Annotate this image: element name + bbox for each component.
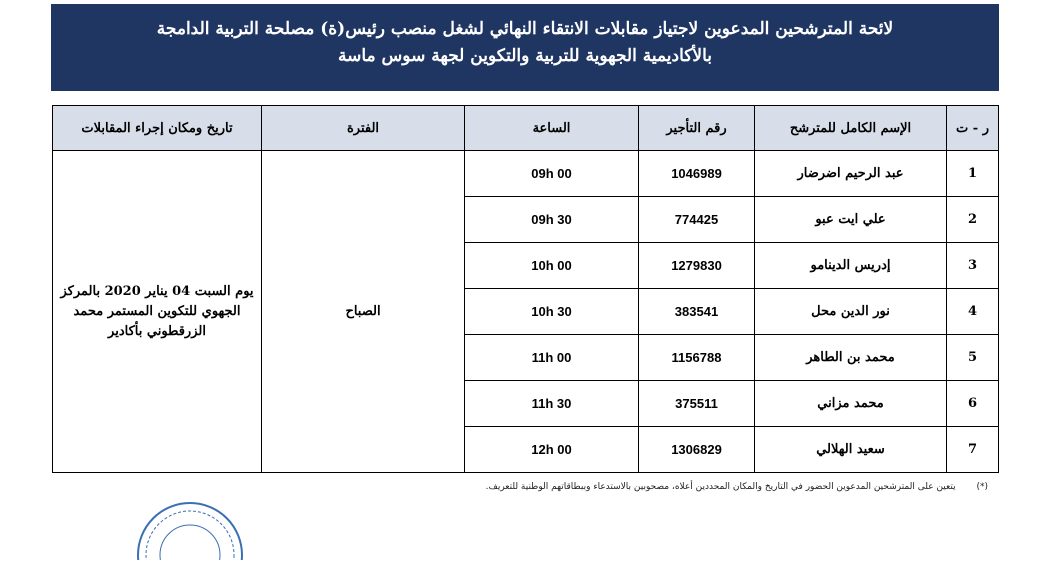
row-time: 09h 00: [465, 151, 639, 197]
header-num: ر - ت: [947, 106, 999, 151]
row-code: 383541: [639, 289, 755, 335]
row-code: 375511: [639, 381, 755, 427]
candidates-table: [52, 105, 999, 473]
table-header-row: [53, 106, 999, 151]
header-time: الساعة: [465, 106, 639, 151]
row-name: علي ايت عبو: [755, 197, 947, 243]
footnote: [88, 482, 988, 492]
header-code: رقم التأجير: [639, 106, 755, 151]
row-num: 2: [947, 197, 999, 243]
row-time: 10h 30: [465, 289, 639, 335]
title-banner: [51, 4, 999, 91]
row-time: 11h 30: [465, 381, 639, 427]
row-name: محمد بن الطاهر: [755, 335, 947, 381]
row-num: 5: [947, 335, 999, 381]
row-time: 12h 00: [465, 427, 639, 473]
row-code: 1156788: [639, 335, 755, 381]
row-name: سعيد الهلالي: [755, 427, 947, 473]
header-name: الإسم الكامل للمترشح: [755, 106, 947, 151]
header-period: الفترة: [262, 106, 465, 151]
header-date-place: تاريخ ومكان إجراء المقابلات: [53, 106, 262, 151]
period-cell: الصباح: [262, 151, 465, 473]
row-code: 1279830: [639, 243, 755, 289]
row-name: عبد الرحيم اضرضار: [755, 151, 947, 197]
footnote-mark: (*): [976, 482, 988, 492]
table-row: [53, 151, 999, 197]
row-num: 1: [947, 151, 999, 197]
row-name: نور الدين محل: [755, 289, 947, 335]
row-num: 4: [947, 289, 999, 335]
row-num: 7: [947, 427, 999, 473]
row-time: 11h 00: [465, 335, 639, 381]
row-name: إدريس الدينامو: [755, 243, 947, 289]
row-time: 10h 00: [465, 243, 639, 289]
row-code: 774425: [639, 197, 755, 243]
row-time: 09h 30: [465, 197, 639, 243]
title-line-2: بالأكاديمية الجهوية للتربية والتكوين لجهة سوس ماسة: [337, 46, 712, 66]
official-seal-icon: [130, 500, 250, 560]
row-code: 1306829: [639, 427, 755, 473]
row-name: محمد مزاني: [755, 381, 947, 427]
footnote-text: يتعين على المترشحين المدعوين الحضور في التاريخ والمكان المحددين أعلاه، مصحوبين بالاستدعاء وببطاقاتهم الوطنية للتعريف.: [485, 482, 956, 492]
row-num: 3: [947, 243, 999, 289]
row-code: 1046989: [639, 151, 755, 197]
title-line-1: لائحة المترشحين المدعوين لاجتياز مقابلات الانتقاء النهائي لشغل منصب رئيس(ة) مصلحة التربية الدامجة: [156, 19, 894, 39]
date-place-cell: يوم السبت 04 يناير 2020 بالمركز الجهوي للتكوين المستمر محمد الزرقطوني بأكادير: [53, 151, 262, 473]
row-num: 6: [947, 381, 999, 427]
